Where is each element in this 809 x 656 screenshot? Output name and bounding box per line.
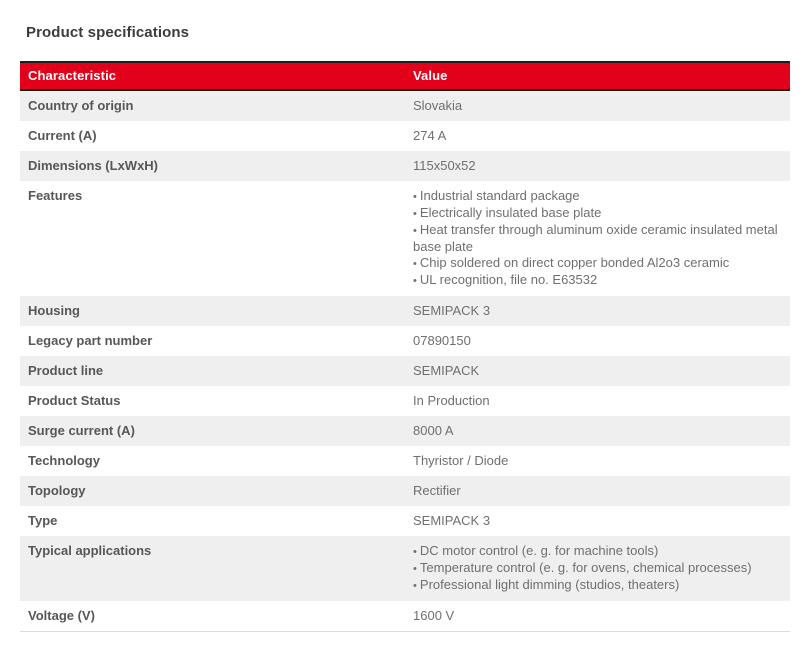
characteristic-cell: Topology [20, 476, 405, 506]
table-row [20, 386, 790, 416]
bullet-text: DC motor control (e. g. for machine tools) [419, 543, 659, 558]
column-header-characteristic: Characteristic [20, 62, 405, 90]
page-title: Product specifications [26, 24, 190, 41]
bullet-icon: • [413, 225, 420, 237]
bullet-text: Heat transfer through aluminum oxide ceramic insulated metal base plate [413, 222, 778, 254]
bullet-line [413, 205, 782, 222]
table-body [20, 90, 790, 632]
bullet-line [413, 222, 782, 255]
characteristic-cell: Dimensions (LxWxH) [20, 151, 405, 181]
table-row [20, 296, 790, 326]
bullet-line [413, 560, 782, 577]
characteristic-cell: Country of origin [20, 90, 405, 121]
characteristic-cell: Product line [20, 356, 405, 386]
bullet-icon: • [413, 580, 420, 592]
bullet-icon: • [413, 258, 420, 270]
bullet-icon: • [413, 563, 420, 575]
bullet-icon: • [413, 275, 420, 287]
value-cell: 274 A [413, 128, 447, 143]
bullet-line [413, 577, 782, 594]
bullet-text: Electrically insulated base plate [419, 205, 602, 220]
characteristic-cell: Technology [28, 453, 100, 468]
table-row [20, 151, 790, 181]
value-cell: Thyristor / Diode [413, 453, 509, 468]
column-header-value: Value [405, 62, 790, 90]
characteristic-cell: Surge current (A) [20, 416, 405, 446]
bullet-line [413, 272, 782, 289]
value-cell: SEMIPACK [405, 356, 790, 386]
table-row [20, 446, 790, 476]
characteristic-cell: Type [28, 513, 58, 528]
characteristic-cell: Current (A) [28, 128, 97, 143]
characteristic-cell: Product Status [28, 393, 121, 408]
bullet-text: Professional light dimming (studios, theaters) [419, 577, 680, 592]
table-row [20, 536, 790, 601]
bullet-text: Chip soldered on direct copper bonded Al2o3 ceramic [419, 255, 730, 270]
bullet-text: UL recognition, file no. E63532 [419, 272, 598, 287]
table-row [20, 476, 790, 506]
bullet-line [413, 255, 782, 272]
bullet-icon: • [413, 208, 420, 220]
characteristic-cell: Legacy part number [28, 333, 153, 348]
table-row [20, 601, 790, 632]
value-cell: 8000 A [405, 416, 790, 446]
value-cell: 115x50x52 [405, 151, 790, 181]
table-row [20, 121, 790, 151]
product-specifications-table [20, 61, 790, 632]
value-cell: In Production [413, 393, 490, 408]
characteristic-cell: Housing [20, 296, 405, 326]
table-row [20, 416, 790, 446]
bullet-line [413, 188, 782, 205]
value-cell: SEMIPACK 3 [413, 513, 491, 528]
bullet-icon: • [413, 546, 420, 558]
table-row [20, 506, 790, 536]
characteristic-cell: Features [28, 188, 83, 203]
bullet-icon: • [413, 191, 420, 203]
table-row [20, 90, 790, 121]
bullet-text: Temperature control (e. g. for ovens, chemical processes) [419, 560, 752, 575]
table-row [20, 326, 790, 356]
value-cell [405, 536, 790, 601]
table-row [20, 181, 790, 296]
bullet-line [413, 543, 782, 560]
characteristic-cell: Voltage (V) [28, 608, 95, 623]
value-cell [405, 181, 790, 296]
value-cell: 07890150 [413, 333, 471, 348]
value-cell: 1600 V [413, 608, 455, 623]
characteristic-cell: Typical applications [20, 536, 405, 601]
table-header-row [20, 62, 790, 90]
value-cell: SEMIPACK 3 [405, 296, 790, 326]
value-cell: Slovakia [405, 90, 790, 121]
bullet-text: Industrial standard package [419, 188, 580, 203]
table-header [20, 62, 790, 90]
table-row [20, 356, 790, 386]
value-cell: Rectifier [405, 476, 790, 506]
